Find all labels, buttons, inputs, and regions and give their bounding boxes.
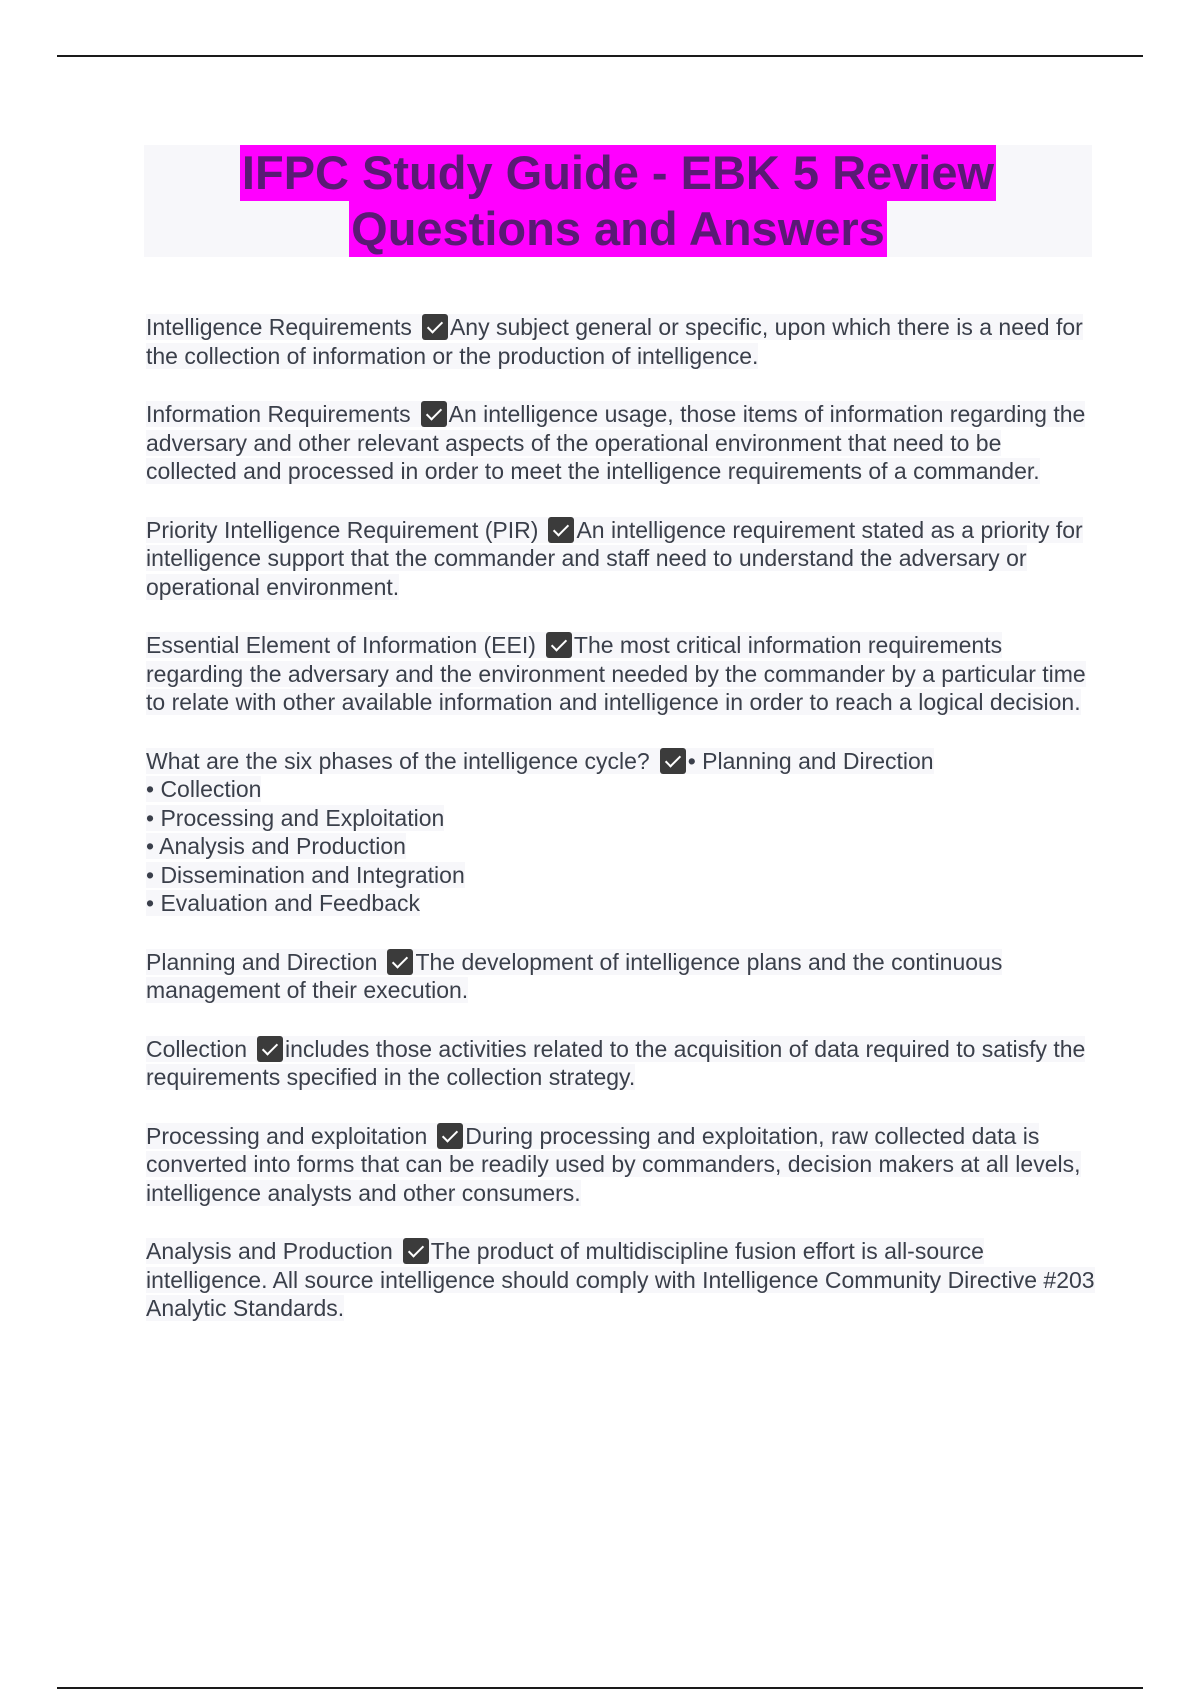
- qa-entry: [146, 948, 1096, 1005]
- bottom-rule: [57, 1687, 1143, 1689]
- answer: • Planning and Direction: [687, 747, 934, 774]
- term: Processing and exploitation: [146, 1122, 428, 1149]
- title-banner: [144, 145, 1092, 257]
- answer: includes those activities related to the acquisition of data required to satisfy the requirements specified in the collection strategy.: [146, 1035, 1086, 1090]
- phase-item: • Evaluation and Feedback: [146, 890, 421, 916]
- qa-entry: [146, 747, 1096, 918]
- term: Information Requirements: [146, 401, 411, 427]
- answer: An intelligence requirement stated as a priority for intelligence support that the commander and staff need to understand the adversary or operational environment.: [146, 516, 1083, 600]
- check-icon: [403, 1238, 429, 1264]
- term: Collection: [146, 1035, 247, 1062]
- phase-list: [146, 775, 1096, 918]
- check-icon: [421, 401, 447, 427]
- answer: During processing and exploitation, raw collected data is converted into forms that can be readily used by commanders, decision makers at all levels, intelligence analysts and other consumers.: [146, 1122, 1081, 1206]
- term: Planning and Direction: [146, 948, 378, 975]
- phase-item: • Analysis and Production: [146, 833, 406, 859]
- term: Intelligence Requirements: [146, 314, 412, 340]
- phase-item: • Processing and Exploitation: [146, 804, 445, 831]
- check-icon: [437, 1123, 463, 1149]
- check-icon: [257, 1036, 283, 1062]
- qa-entry: [146, 1122, 1096, 1208]
- answer: The most critical information requirements regarding the adversary and the environment needed by the commander by a particular time to relate with other available information and intelligence in order to reach a logical decision.: [146, 632, 1086, 715]
- answer: An intelligence usage, those items of information regarding the adversary and other relevant aspects of the operational environment that need to be collected and processed in order to meet the intelligence requirements of a commander.: [146, 401, 1086, 484]
- answer: The product of multidiscipline fusion effort is all-source intelligence. All source intelligence should comply with Intelligence Community Directive #203 Analytic Standards.: [146, 1238, 1095, 1321]
- qa-entry: [146, 631, 1096, 717]
- check-icon: [546, 632, 572, 658]
- check-icon: [660, 748, 686, 774]
- qa-entry: [146, 313, 1096, 370]
- term: Priority Intelligence Requirement (PIR): [146, 516, 539, 543]
- check-icon: [387, 949, 413, 975]
- answer: The development of intelligence plans and the continuous management of their execution.: [146, 948, 1003, 1003]
- check-icon: [422, 314, 448, 340]
- term: Essential Element of Information (EEI): [146, 632, 536, 658]
- check-icon: [548, 517, 574, 543]
- qa-list: [146, 313, 1096, 1353]
- phase-item: • Dissemination and Integration: [146, 861, 465, 888]
- qa-entry: [146, 400, 1096, 486]
- page-title-line-2: Questions and Answers: [351, 202, 885, 255]
- qa-entry: [146, 1237, 1096, 1323]
- top-rule: [57, 55, 1143, 57]
- answer: Any subject general or specific, upon which there is a need for the collection of information or the production of intelligence.: [146, 314, 1083, 369]
- qa-entry: [146, 516, 1096, 602]
- phase-item: • Collection: [146, 776, 262, 802]
- qa-entry: [146, 1035, 1096, 1092]
- term: What are the six phases of the intelligence cycle?: [146, 747, 650, 774]
- page-title-line-1: IFPC Study Guide - EBK 5 Review: [241, 146, 995, 199]
- term: Analysis and Production: [146, 1238, 393, 1264]
